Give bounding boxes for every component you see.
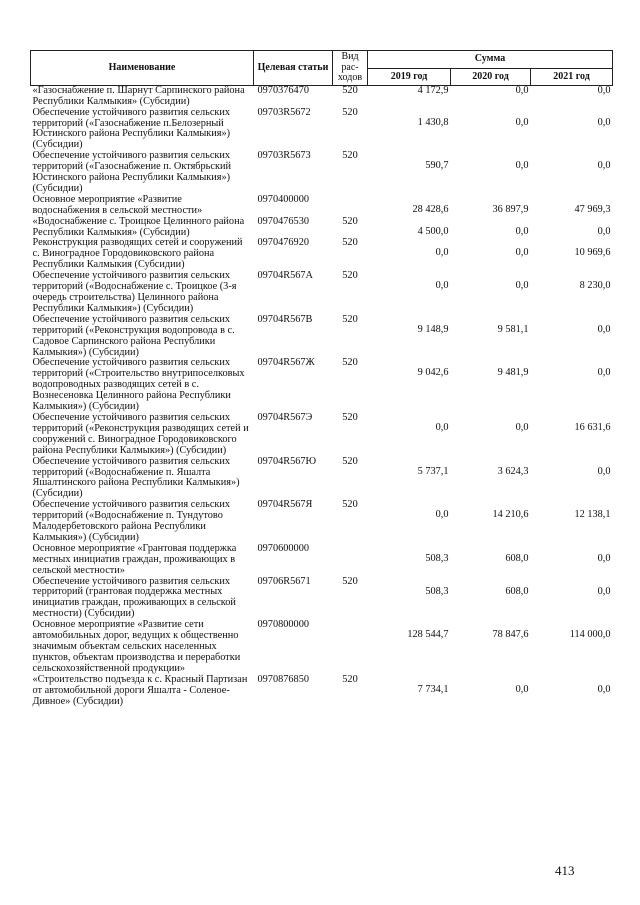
row-2021-value: 0,0 xyxy=(597,683,611,695)
row-2021 xyxy=(531,544,613,577)
row-2020-value: 0,0 xyxy=(515,247,529,259)
row-name: Обеспечение устойчивого развития сельских территорий («Реконструкция разводящих сетей и сооружений с. Виноградное Городовиковского района Республики Калмыкия») (Субсидии) xyxy=(32,411,249,456)
row-2021 xyxy=(531,358,613,413)
header-sum: Сумма xyxy=(368,51,613,69)
row-vid: 520 xyxy=(342,313,358,325)
row-2021-value: 47 969,3 xyxy=(574,203,611,215)
row-2019-value: 0,0 xyxy=(435,280,449,292)
table-row xyxy=(31,151,613,195)
row-code: 0970400000 xyxy=(257,193,309,205)
row-2019 xyxy=(368,217,451,239)
table-row xyxy=(31,413,613,457)
row-2021-value: 0,0 xyxy=(597,160,611,172)
header-vid: Вид рас-ходов xyxy=(333,51,368,86)
row-2019-value: 0,0 xyxy=(435,421,449,433)
row-vid: 520 xyxy=(342,575,358,587)
row-2019 xyxy=(368,500,451,544)
row-code: 09703R5673 xyxy=(257,150,311,162)
row-name: Обеспечение устойчивого развития сельских территорий (грантовая поддержка местных инициатив граждан, проживающих в сельской местности) (Субсидии) xyxy=(32,575,236,620)
table-row xyxy=(31,85,613,107)
row-2021 xyxy=(531,217,613,239)
row-code: 09704R567А xyxy=(257,270,313,282)
row-2019-value: 0,0 xyxy=(435,247,449,259)
row-vid: 520 xyxy=(342,499,358,511)
row-2019 xyxy=(368,457,451,501)
row-2021-value: 0,0 xyxy=(597,84,611,96)
row-2020-value: 14 210,6 xyxy=(492,509,529,521)
row-name: «Газоснабжение п. Шарнут Сарпинского района Республики Калмыкия» (Субсидии) xyxy=(32,84,245,107)
table-body xyxy=(31,85,613,707)
row-2020-value: 36 897,9 xyxy=(492,203,529,215)
row-name: Обеспечение устойчивого развития сельских территорий («Реконструкция водопровода в с. Садовое Сарпинского района Республики Калмыкия») (Субсидии) xyxy=(32,313,235,358)
row-2019-value: 9 042,6 xyxy=(417,367,449,379)
row-2021 xyxy=(531,620,613,675)
table-row xyxy=(31,620,613,675)
row-vid: 520 xyxy=(342,150,358,162)
row-2020 xyxy=(451,85,531,107)
row-name: Обеспечение устойчивого развития сельских территорий («Водоснабжение п. Яшалта Яшалтинского района Республики Калмыкия») (Субсидии) xyxy=(32,455,240,500)
row-2020-value: 0,0 xyxy=(515,160,529,172)
row-name: Обеспечение устойчивого развития сельских территорий («Водоснабжение п. Тундутово Малодербетовского района Республики Калмыкия») (Субсидии) xyxy=(32,499,231,543)
row-vid: 520 xyxy=(342,270,358,282)
row-code: 09704R567Ю xyxy=(257,455,317,467)
row-2020 xyxy=(451,315,531,359)
row-2021 xyxy=(531,500,613,544)
row-2021 xyxy=(531,85,613,107)
header-code: Целевая статьи xyxy=(254,51,333,86)
row-2021 xyxy=(531,457,613,501)
budget-table-sheet xyxy=(30,50,610,707)
header-2019: 2019 год xyxy=(368,68,451,85)
row-code: 0970800000 xyxy=(257,619,309,631)
row-2021-value: 0,0 xyxy=(597,225,611,237)
row-2019 xyxy=(368,413,451,457)
row-name: Основное мероприятие «Развитие водоснабжения в сельской местности» xyxy=(32,193,203,216)
row-code: 0970476530 xyxy=(257,215,309,227)
row-2019-value: 5 737,1 xyxy=(417,465,449,477)
row-2020 xyxy=(451,238,531,271)
row-code: 09704R567Я xyxy=(257,499,313,511)
row-2019 xyxy=(368,238,451,271)
row-vid xyxy=(333,544,368,577)
row-2021-value: 0,0 xyxy=(597,116,611,128)
row-code: 09704R567Ж xyxy=(257,357,315,369)
row-name: Обеспечение устойчивого развития сельских территорий («Газоснабжение п. Октябрьский Юстинского района Республики Калмыкия») (Субсидии) xyxy=(32,150,231,194)
row-2020-value: 9 481,9 xyxy=(497,367,529,379)
header-2021: 2021 год xyxy=(531,68,613,85)
row-2020-value: 0,0 xyxy=(515,280,529,292)
row-code: 09704R567Э xyxy=(257,411,313,423)
row-name: Обеспечение устойчивого развития сельских территорий («Газоснабжение п.Белозерный Юстинского района Республики Калмыкия») (Субсидии) xyxy=(32,106,231,151)
row-2020 xyxy=(451,500,531,544)
row-2021-value: 0,0 xyxy=(597,465,611,477)
row-vid: 520 xyxy=(342,84,358,96)
row-2020 xyxy=(451,271,531,315)
table-row xyxy=(31,457,613,501)
row-name: Основное мероприятие «Развитие сети автомобильных дорог, ведущих к общественно значимым объектам сельских населенных пунктов, объектам производства и переработки сельскохозяйственной продукции» xyxy=(32,619,241,674)
row-2021 xyxy=(531,413,613,457)
budget-table xyxy=(30,50,613,707)
table-row xyxy=(31,271,613,315)
row-vid: 520 xyxy=(342,455,358,467)
row-2019 xyxy=(368,195,451,217)
row-2020-value: 608,0 xyxy=(505,552,529,564)
table-row xyxy=(31,108,613,152)
row-2019-value: 4 172,9 xyxy=(417,84,449,96)
row-name: Обеспечение устойчивого развития сельских территорий («Строительство внутрипоселковых водопроводных разводящих сетей в с. Вознесеновка Целинного района Республики Калмыкия») (Субсидии) xyxy=(32,357,245,413)
table-row xyxy=(31,195,613,217)
row-2021-value: 16 631,6 xyxy=(574,421,611,433)
row-2020 xyxy=(451,217,531,239)
row-2021-value: 8 230,0 xyxy=(579,280,611,292)
row-2019 xyxy=(368,85,451,107)
table-row xyxy=(31,217,613,239)
row-2020 xyxy=(451,195,531,217)
table-row xyxy=(31,577,613,621)
row-2019 xyxy=(368,315,451,359)
row-vid xyxy=(333,195,368,217)
row-2019 xyxy=(368,271,451,315)
row-2021 xyxy=(531,675,613,708)
row-2020-value: 0,0 xyxy=(515,225,529,237)
row-2020 xyxy=(451,675,531,708)
table-row xyxy=(31,358,613,413)
row-code: 0970376470 xyxy=(257,84,309,96)
row-2019-value: 1 430,8 xyxy=(417,116,449,128)
row-vid: 520 xyxy=(342,673,358,685)
row-2019-value: 7 734,1 xyxy=(417,683,449,695)
row-2020-value: 608,0 xyxy=(505,585,529,597)
row-2019-value: 128 544,7 xyxy=(407,629,449,641)
row-2020-value: 0,0 xyxy=(515,683,529,695)
table-row xyxy=(31,315,613,359)
table-row xyxy=(31,544,613,577)
row-name: Реконструкция разводящих сетей и сооружений с. Виноградное Городовиковского района Республики Калмыкия (Субсидии) xyxy=(32,237,243,271)
row-2020 xyxy=(451,620,531,675)
row-name: Обеспечение устойчивого развития сельских территорий («Водоснабжение с. Троицкое (3-я очередь строительства) Целинного района Республики Калмыкия») (Субсидии) xyxy=(32,270,237,314)
row-2019-value: 0,0 xyxy=(435,509,449,521)
row-2020 xyxy=(451,108,531,152)
row-code: 0970876850 xyxy=(257,673,309,685)
row-2021-value: 0,0 xyxy=(597,552,611,564)
row-2021-value: 0,0 xyxy=(597,367,611,379)
row-2020 xyxy=(451,544,531,577)
row-2021-value: 10 969,6 xyxy=(574,247,611,259)
row-2020 xyxy=(451,413,531,457)
row-2019-value: 4 500,0 xyxy=(417,225,449,237)
table-row xyxy=(31,675,613,708)
row-2019 xyxy=(368,544,451,577)
row-2021 xyxy=(531,195,613,217)
row-2019 xyxy=(368,675,451,708)
row-2019-value: 590,7 xyxy=(425,160,449,172)
row-2020 xyxy=(451,151,531,195)
row-2021 xyxy=(531,577,613,621)
row-name: Основное мероприятие «Грантовая поддержка местных инициатив граждан, проживающих в сельской местности» xyxy=(32,542,237,576)
row-2021 xyxy=(531,151,613,195)
row-vid: 520 xyxy=(342,237,358,249)
page-number: 413 xyxy=(555,863,575,878)
row-2019 xyxy=(368,151,451,195)
row-2019 xyxy=(368,577,451,621)
row-2020-value: 9 581,1 xyxy=(497,323,529,335)
row-code: 0970600000 xyxy=(257,542,309,554)
row-code: 09706R5671 xyxy=(257,575,311,587)
row-2021 xyxy=(531,108,613,152)
header-name: Наименование xyxy=(31,51,254,86)
row-2021 xyxy=(531,238,613,271)
row-vid: 520 xyxy=(342,215,358,227)
row-2020 xyxy=(451,358,531,413)
row-2020 xyxy=(451,577,531,621)
row-code: 09703R5672 xyxy=(257,106,311,118)
row-2021 xyxy=(531,271,613,315)
row-2020-value: 0,0 xyxy=(515,116,529,128)
table-row xyxy=(31,238,613,271)
row-2021-value: 12 138,1 xyxy=(574,509,611,521)
row-name: «Водоснабжение с. Троицкое Целинного района Республики Калмыкия» (Субсидии) xyxy=(32,215,245,238)
row-2020-value: 78 847,6 xyxy=(492,629,529,641)
row-2021-value: 0,0 xyxy=(597,585,611,597)
row-2019-value: 28 428,6 xyxy=(412,203,449,215)
row-2019-value: 9 148,9 xyxy=(417,323,449,335)
header-2020: 2020 год xyxy=(451,68,531,85)
table-header xyxy=(31,51,613,86)
row-2020-value: 3 624,3 xyxy=(497,465,529,477)
row-vid: 520 xyxy=(342,106,358,118)
row-2019-value: 508,3 xyxy=(425,585,449,597)
row-2020-value: 0,0 xyxy=(515,84,529,96)
table-row xyxy=(31,500,613,544)
row-2019 xyxy=(368,358,451,413)
row-2020-value: 0,0 xyxy=(515,421,529,433)
row-2021-value: 114 000,0 xyxy=(569,629,611,641)
row-vid: 520 xyxy=(342,357,358,369)
row-code: 09704R567В xyxy=(257,313,313,325)
row-2021-value: 0,0 xyxy=(597,323,611,335)
row-code: 0970476920 xyxy=(257,237,309,249)
row-vid xyxy=(333,620,368,675)
row-vid: 520 xyxy=(342,411,358,423)
row-2021 xyxy=(531,315,613,359)
row-2019-value: 508,3 xyxy=(425,552,449,564)
row-2019 xyxy=(368,108,451,152)
row-2020 xyxy=(451,457,531,501)
row-2019 xyxy=(368,620,451,675)
row-name: «Строительство подъезда к с. Красный Партизан от автомобильной дороги Яшалта - Соленое-Дивное» (Субсидии) xyxy=(32,673,248,707)
